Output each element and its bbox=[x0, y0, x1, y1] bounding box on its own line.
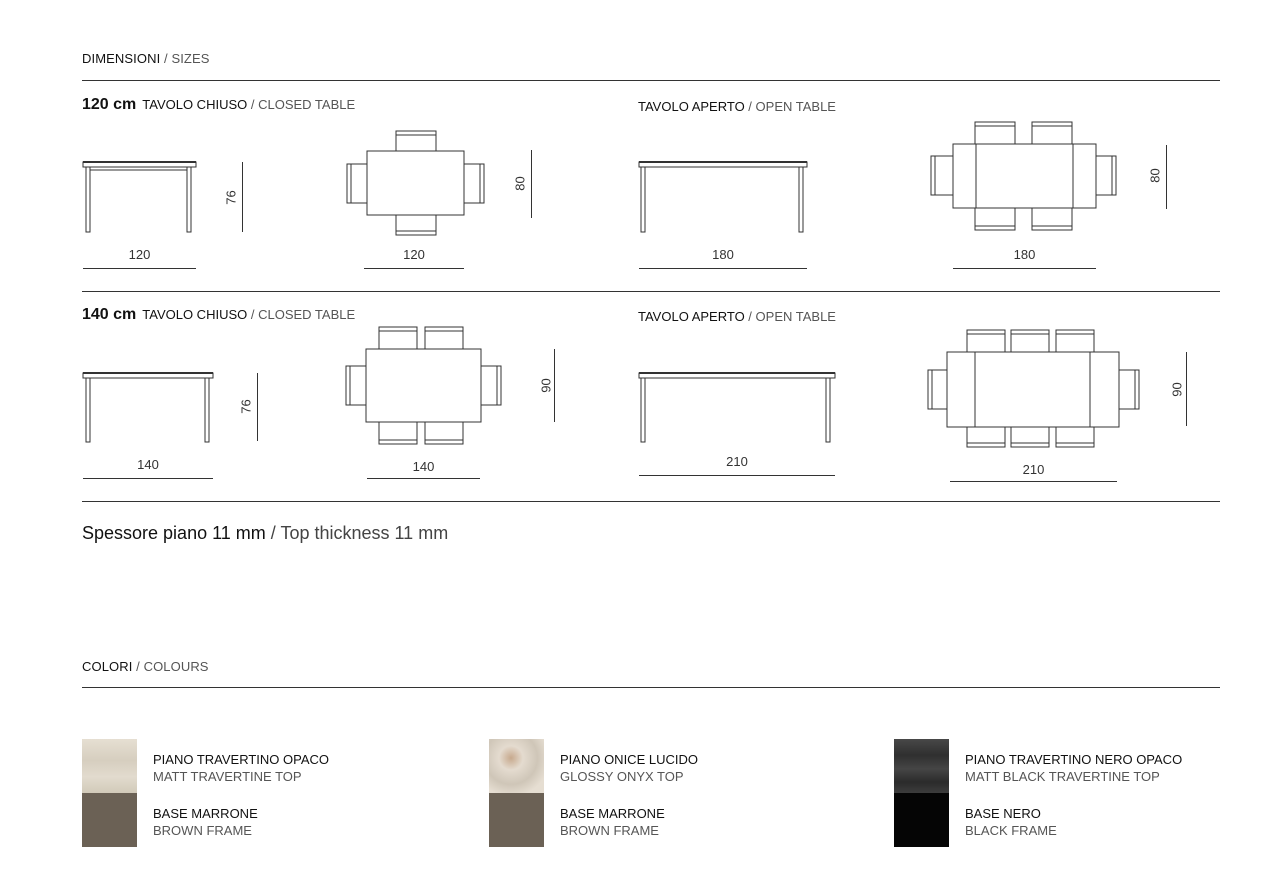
top-name-it: PIANO TRAVERTINO OPACO bbox=[153, 752, 330, 767]
open-top-view bbox=[931, 122, 1116, 230]
closed-table-label-it: TAVOLO CHIUSO bbox=[142, 307, 248, 322]
dim-line bbox=[1186, 352, 1187, 426]
open-side-view bbox=[639, 162, 807, 232]
dim-open-top-width: 210 bbox=[1022, 462, 1045, 477]
sizes-header-it: DIMENSIONI bbox=[82, 51, 161, 66]
thickness-en: Top thickness 11 mm bbox=[280, 523, 449, 543]
dim-line bbox=[639, 475, 835, 476]
dim-line bbox=[242, 162, 243, 232]
top-swatch bbox=[489, 739, 544, 793]
top-swatch bbox=[82, 739, 137, 793]
dim-line bbox=[639, 268, 807, 269]
base-label bbox=[153, 805, 258, 839]
top-name-it: PIANO ONICE LUCIDO bbox=[560, 752, 698, 767]
colours-header-sep: / bbox=[132, 659, 144, 674]
thickness-sep: / bbox=[265, 523, 281, 543]
base-swatch bbox=[894, 793, 949, 847]
dim-open-side-width: 210 bbox=[726, 454, 748, 469]
colours-header-it: COLORI bbox=[82, 659, 133, 674]
base-name-en: BROWN FRAME bbox=[153, 823, 252, 838]
divider bbox=[82, 291, 1220, 292]
sizes-header-sep: / bbox=[160, 51, 172, 66]
dim-top-width: 120 bbox=[403, 247, 425, 262]
label-sep: / bbox=[744, 99, 756, 114]
base-label bbox=[560, 805, 665, 839]
dim-line bbox=[367, 478, 480, 479]
dim-line bbox=[531, 150, 532, 218]
row-size-label: 140 cm bbox=[82, 306, 137, 323]
dim-open-top-depth: 80 bbox=[1147, 168, 1163, 183]
open-table-label-en: OPEN TABLE bbox=[755, 99, 836, 114]
dim-open-top-depth: 90 bbox=[1169, 382, 1185, 397]
row-140-title bbox=[82, 306, 355, 324]
label-sep: / bbox=[247, 97, 259, 112]
dim-line bbox=[83, 478, 213, 479]
label-sep: / bbox=[247, 307, 259, 322]
dim-top-depth: 90 bbox=[538, 378, 554, 393]
top-name-en: MATT BLACK TRAVERTINE TOP bbox=[965, 769, 1160, 784]
dim-line bbox=[554, 349, 555, 422]
sizes-header-en: SIZES bbox=[171, 51, 210, 66]
top-name-it: PIANO TRAVERTINO NERO OPACO bbox=[965, 752, 1183, 767]
top-label bbox=[560, 751, 698, 785]
open-table-label-it: TAVOLO APERTO bbox=[638, 309, 745, 324]
base-name-it: BASE MARRONE bbox=[153, 806, 258, 821]
closed-top-view bbox=[346, 327, 501, 444]
open-side-view bbox=[639, 373, 835, 442]
thickness-it: Spessore piano 11 mm bbox=[82, 523, 266, 543]
top-name-en: GLOSSY ONYX TOP bbox=[560, 769, 684, 784]
dim-line bbox=[83, 268, 196, 269]
base-swatch bbox=[82, 793, 137, 847]
base-name-it: BASE MARRONE bbox=[560, 806, 665, 821]
dim-line bbox=[950, 481, 1117, 482]
dim-open-side-width: 180 bbox=[712, 247, 734, 262]
row-size-label: 120 cm bbox=[82, 96, 137, 113]
dim-side-width: 120 bbox=[128, 247, 151, 262]
base-name-en: BLACK FRAME bbox=[965, 823, 1057, 838]
top-label bbox=[965, 751, 1182, 785]
divider bbox=[82, 501, 1220, 502]
closed-table-label-en: CLOSED TABLE bbox=[258, 97, 356, 112]
dim-side-height: 76 bbox=[223, 190, 239, 205]
dim-line bbox=[364, 268, 464, 269]
dim-top-width: 140 bbox=[412, 459, 435, 474]
dim-line bbox=[257, 373, 258, 441]
closed-side-view bbox=[83, 373, 213, 442]
dim-top-depth: 80 bbox=[512, 176, 528, 191]
base-swatch bbox=[489, 793, 544, 847]
top-name-en: MATT TRAVERTINE TOP bbox=[153, 769, 302, 784]
top-swatch bbox=[894, 739, 949, 793]
top-thickness-note bbox=[82, 523, 448, 544]
dim-side-height: 76 bbox=[238, 399, 254, 414]
dim-side-width: 140 bbox=[137, 457, 159, 472]
top-label bbox=[153, 751, 329, 785]
closed-table-label-en: CLOSED TABLE bbox=[258, 307, 356, 322]
dim-line bbox=[1166, 145, 1167, 209]
dim-open-top-width: 180 bbox=[1013, 247, 1036, 262]
dim-line bbox=[953, 268, 1096, 269]
label-sep: / bbox=[744, 309, 756, 324]
divider bbox=[82, 687, 1220, 688]
open-table-label-it: TAVOLO APERTO bbox=[638, 99, 745, 114]
base-name-en: BROWN FRAME bbox=[560, 823, 659, 838]
row-140-open-title bbox=[638, 309, 836, 324]
open-top-view bbox=[928, 330, 1139, 447]
closed-table-label-it: TAVOLO CHIUSO bbox=[142, 97, 248, 112]
closed-side-view bbox=[83, 162, 196, 232]
colours-header bbox=[82, 659, 209, 674]
open-table-label-en: OPEN TABLE bbox=[755, 309, 836, 324]
base-label bbox=[965, 805, 1057, 839]
base-name-it: BASE NERO bbox=[965, 806, 1041, 821]
closed-top-view bbox=[347, 131, 484, 235]
colours-header-en: COLOURS bbox=[143, 659, 209, 674]
